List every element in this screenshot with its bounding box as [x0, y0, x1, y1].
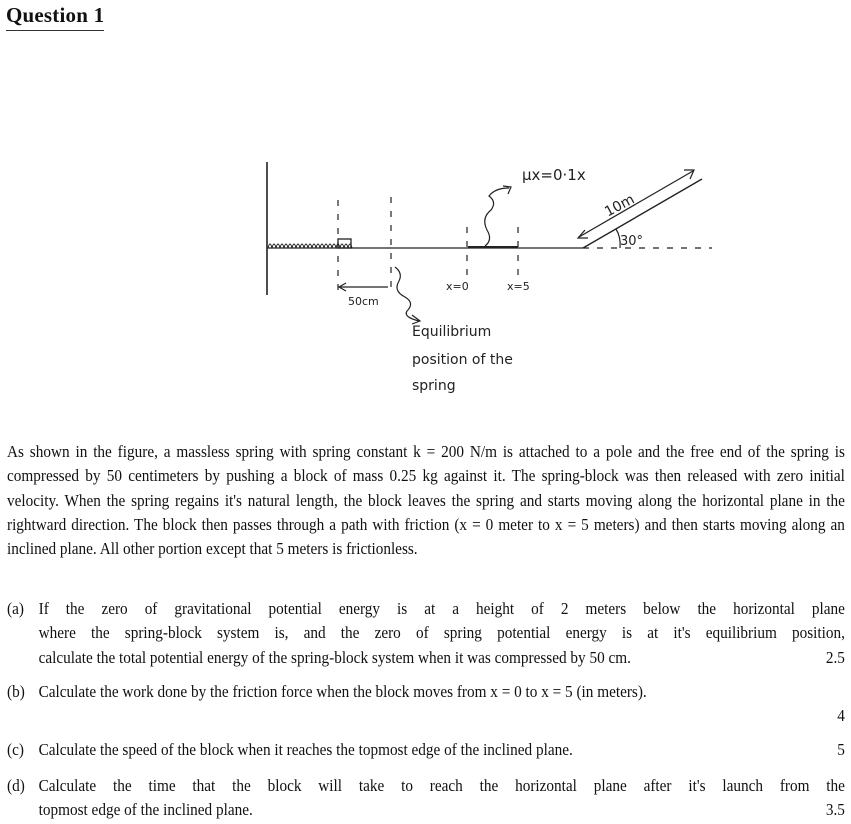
marks: 4 [837, 706, 845, 725]
x5-label: x=5 [507, 280, 530, 293]
part-label: (b) [7, 682, 25, 701]
marks: 3.5 [825, 800, 845, 820]
compression-label: 50cm [348, 295, 379, 308]
equilibrium-label-line2: position of the [412, 352, 513, 368]
part-text-line: Calculate the work done by the friction force when the block moves from x = 0 to x = 5 (in meters). [38, 682, 647, 701]
part-label: (d) [7, 776, 25, 795]
marks: 2.5 [825, 647, 845, 667]
incline-length-label: 10m [602, 191, 638, 221]
problem-figure [250, 150, 730, 410]
incline-angle-label: 30° [620, 234, 644, 249]
question-title: Question 1 [6, 3, 104, 31]
problem-statement: As shown in the figure, a massless spring with spring constant k = 200 N/m is attached to a pole and the free end of the spring is compressed by 50 centimeters by pushing a block of mass 0.25 kg against it. The spring-block was then released with zero initial velocity. When the spring regains it's natural length, the block leaves the spring and starts moving along the horizontal plane in the rightward direction. The block then passes through a path with friction (x = 0 meter to x = 5 meters) and then starts moving along an inclined plane. All other portion except that 5 meters is frictionless. [7, 442, 845, 559]
part-text-line: If the zero of gravitational potential energy is at a height of 2 meters below the horizontal plane [38, 599, 845, 618]
question-part-d [7, 774, 845, 823]
part-text-line: Calculate the speed of the block when it reaches the topmost edge of the inclined plane. [38, 740, 573, 759]
part-text-line: calculate the total potential energy of the spring-block system when it was compressed by 50 cm. [38, 647, 631, 667]
friction-coefficient-label: μx=0·1x [522, 166, 586, 184]
question-part-b [7, 680, 845, 725]
part-text-line: topmost edge of the inclined plane. [38, 800, 253, 820]
question-part-a [7, 597, 845, 670]
x0-label: x=0 [446, 280, 469, 293]
part-text-line: Calculate the time that the block will take to reach the horizontal plane after it's launch from the [38, 776, 845, 795]
marks: 5 [837, 740, 845, 759]
equilibrium-label-line3: spring [412, 378, 456, 394]
part-text-line: where the spring-block system is, and the zero of spring potential energy is at it's equilibrium position, [38, 623, 845, 643]
part-label: (c) [7, 740, 24, 759]
question-part-c [7, 738, 845, 762]
part-label: (a) [7, 599, 24, 618]
equilibrium-label-line1: Equilibrium [412, 324, 492, 340]
